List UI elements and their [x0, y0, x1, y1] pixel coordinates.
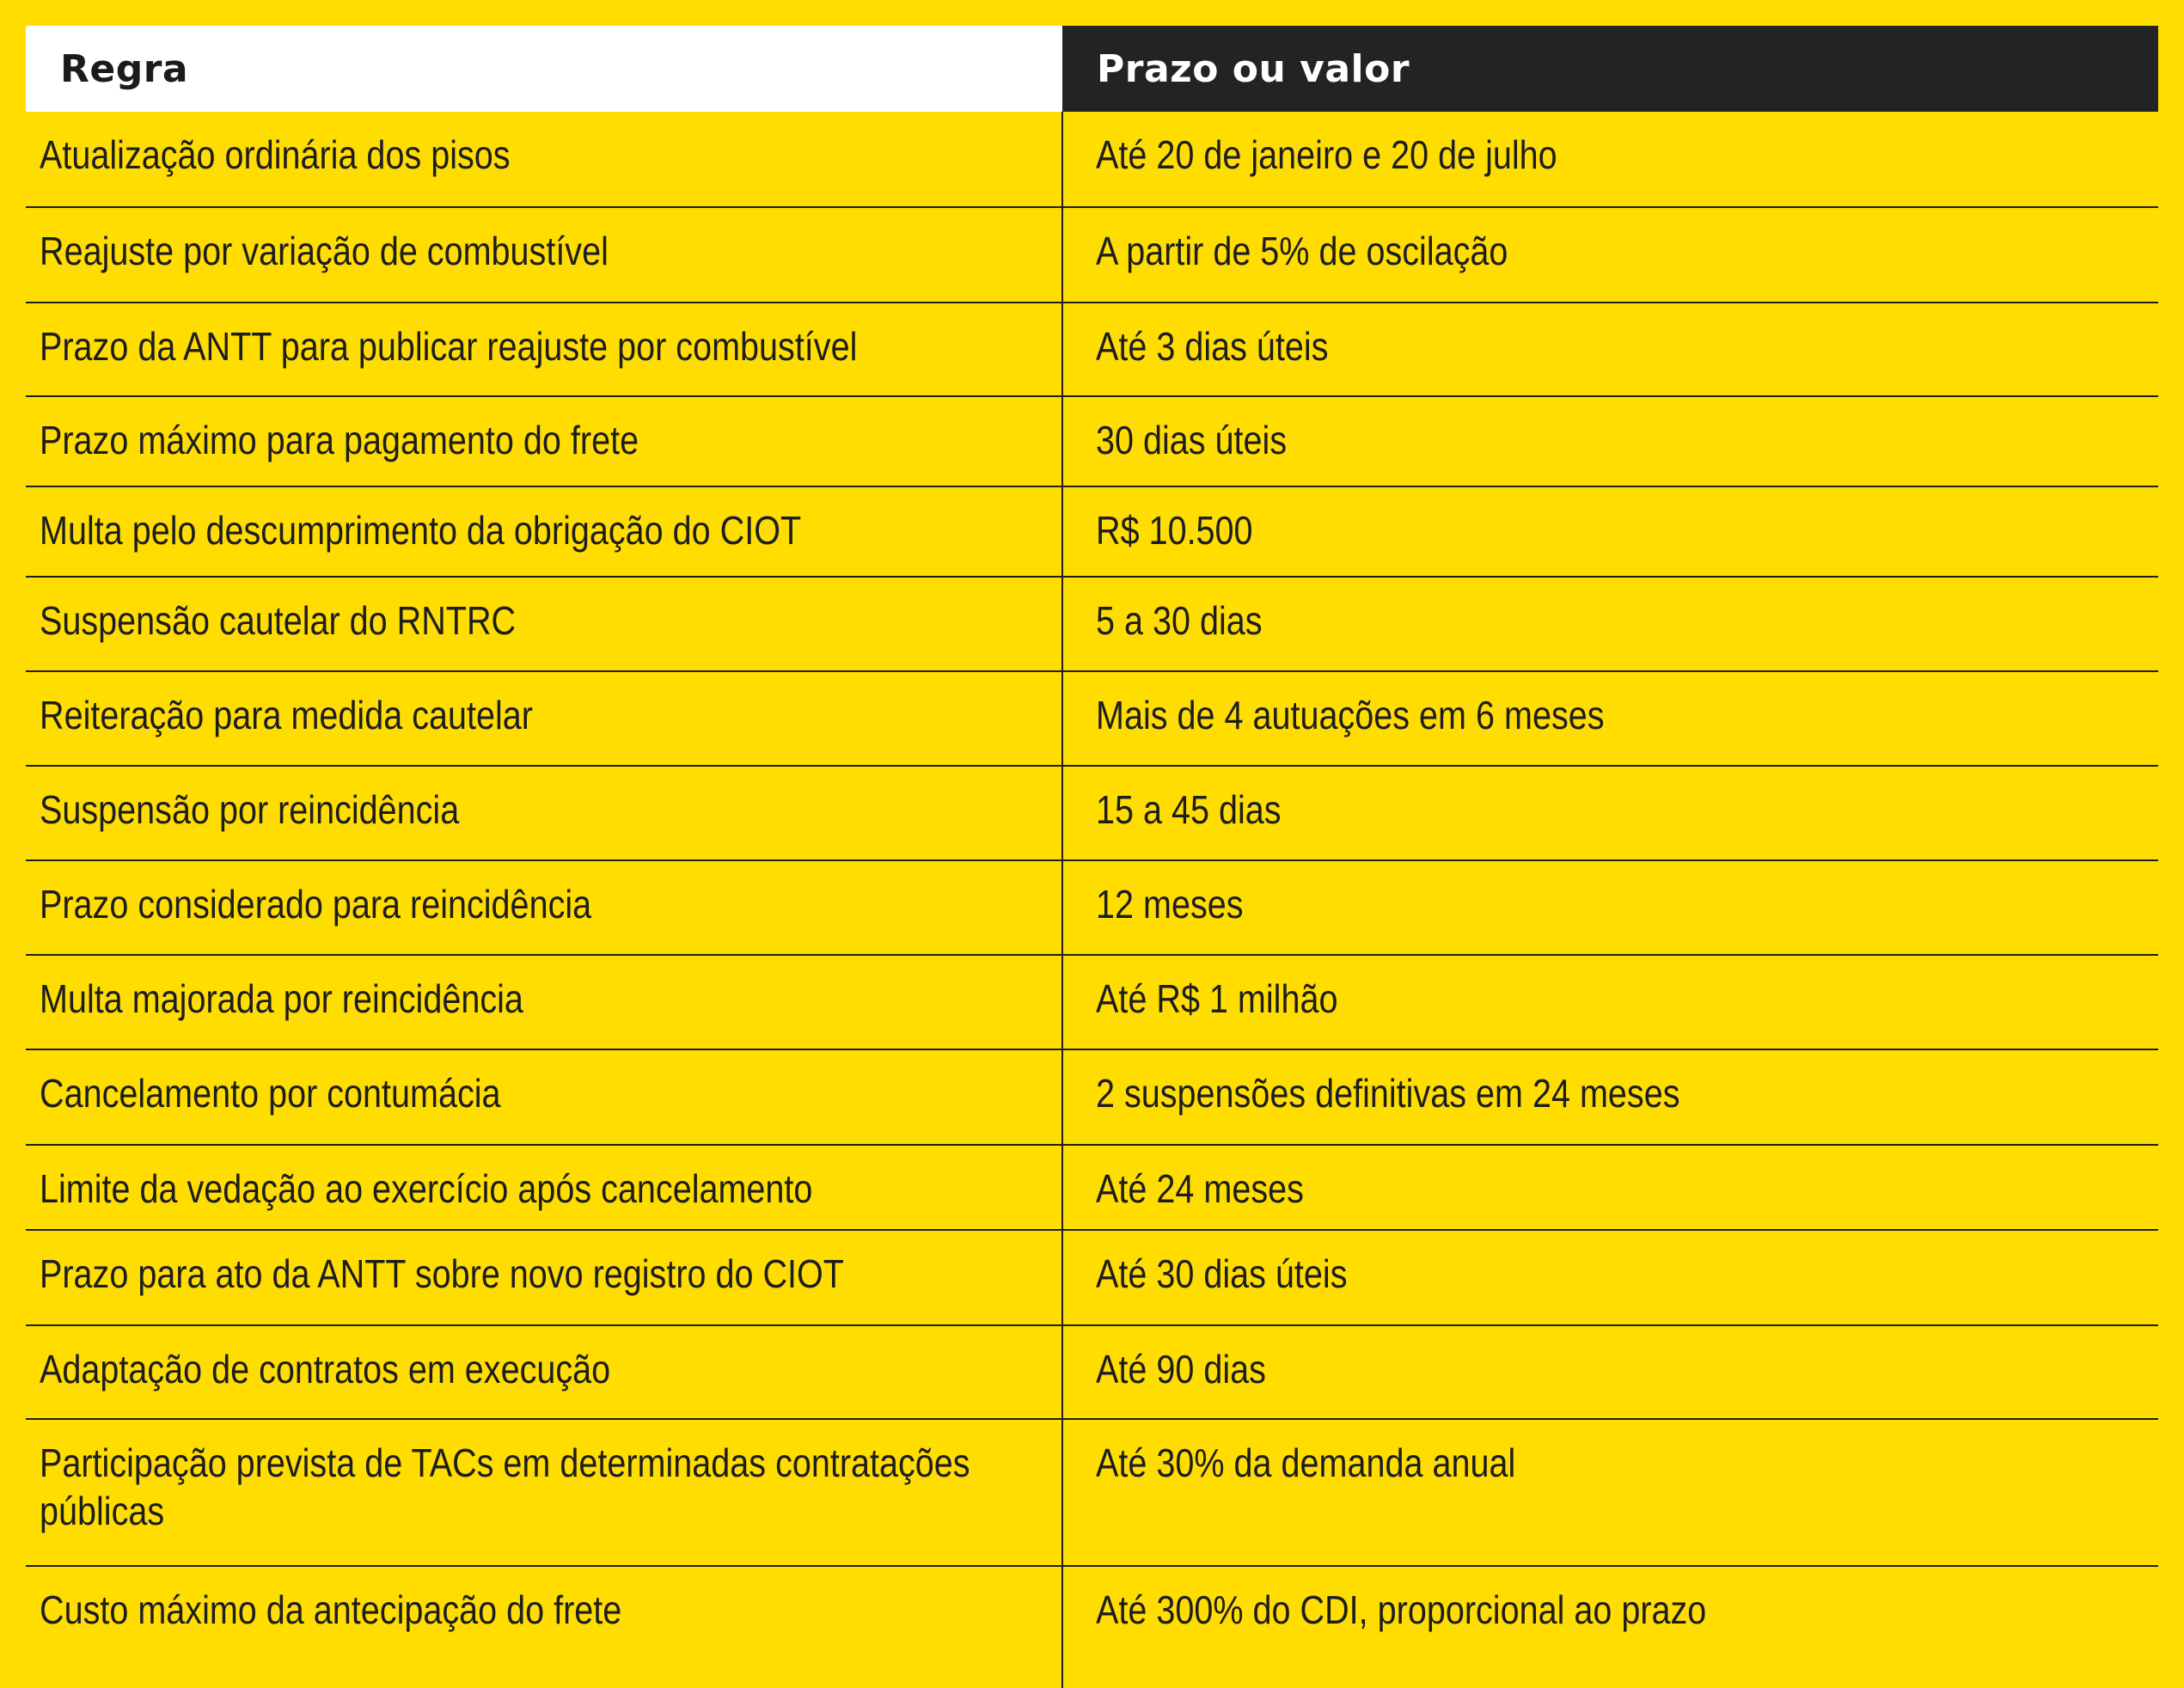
rule-cell: [26, 1049, 1062, 1145]
table-row: [26, 486, 2158, 577]
value-text: 12 meses: [1096, 882, 1244, 927]
table-body: [26, 112, 2158, 1688]
value-text: 15 a 45 dias: [1096, 787, 1282, 832]
value-text: A partir de 5% de oscilação: [1096, 229, 1508, 273]
rule-cell: [26, 112, 1062, 207]
value-cell: [1062, 766, 2158, 860]
rule-cell: [26, 1145, 1062, 1230]
rule-cell: [26, 671, 1062, 766]
value-cell: [1062, 955, 2158, 1049]
rule-cell: [26, 207, 1062, 303]
rule-cell: [26, 1419, 1062, 1566]
rule-cell: [26, 396, 1062, 486]
table-row: [26, 1566, 2158, 1688]
table-row: [26, 766, 2158, 860]
table-row: [26, 1049, 2158, 1145]
table-row: [26, 1145, 2158, 1230]
rule-text: Suspensão por reincidência: [40, 787, 460, 832]
rule-text: Prazo para ato da ANTT sobre novo registro do CIOT: [40, 1251, 844, 1296]
rule-cell: [26, 1566, 1062, 1688]
table-row: [26, 396, 2158, 486]
table-row: [26, 860, 2158, 955]
rule-text: Reiteração para medida cautelar: [40, 693, 533, 737]
rule-cell: [26, 303, 1062, 396]
rule-text: Adaptação de contratos em execução: [40, 1347, 611, 1391]
rule-cell: [26, 486, 1062, 577]
value-text: Até R$ 1 milhão: [1096, 976, 1338, 1021]
value-cell: [1062, 486, 2158, 577]
rule-text: Participação prevista de TACs em determinadas contratações públicas: [40, 1440, 970, 1533]
value-cell: [1062, 1325, 2158, 1419]
rule-text: Prazo máximo para pagamento do frete: [40, 418, 639, 462]
rule-text: Prazo considerado para reincidência: [40, 882, 592, 927]
table-header: [26, 26, 2158, 112]
value-cell: [1062, 1230, 2158, 1325]
table-row: [26, 1419, 2158, 1566]
value-cell: [1062, 207, 2158, 303]
value-cell: [1062, 577, 2158, 671]
value-text: 30 dias úteis: [1096, 418, 1288, 462]
table-row: [26, 1325, 2158, 1419]
value-text: R$ 10.500: [1096, 508, 1253, 553]
value-text: Até 3 dias úteis: [1096, 324, 1329, 369]
rule-cell: [26, 577, 1062, 671]
value-cell: [1062, 860, 2158, 955]
rule-text: Multa majorada por reincidência: [40, 976, 523, 1021]
table-row: [26, 303, 2158, 396]
table-row: [26, 112, 2158, 207]
rule-cell: [26, 766, 1062, 860]
value-cell: [1062, 396, 2158, 486]
rule-text: Atualização ordinária dos pisos: [40, 132, 511, 177]
rule-cell: [26, 860, 1062, 955]
rule-cell: [26, 1325, 1062, 1419]
rule-text: Multa pelo descumprimento da obrigação do CIOT: [40, 508, 802, 553]
rules-table: [26, 26, 2158, 1688]
table-row: [26, 671, 2158, 766]
value-cell: [1062, 1049, 2158, 1145]
header-value: Prazo ou valor: [1062, 26, 2158, 112]
rule-text: Prazo da ANTT para publicar reajuste por combustível: [40, 324, 858, 369]
rule-cell: [26, 955, 1062, 1049]
value-text: Até 300% do CDI, proporcional ao prazo: [1096, 1587, 1707, 1632]
value-text: Até 90 dias: [1096, 1347, 1266, 1391]
table-row: [26, 1230, 2158, 1325]
rule-text: Limite da vedação ao exercício após cancelamento: [40, 1166, 813, 1211]
rule-text: Cancelamento por contumácia: [40, 1071, 501, 1116]
value-cell: [1062, 1419, 2158, 1566]
rule-text: Custo máximo da antecipação do frete: [40, 1587, 622, 1632]
value-text: 2 suspensões definitivas em 24 meses: [1096, 1071, 1680, 1116]
value-cell: [1062, 303, 2158, 396]
value-text: Mais de 4 autuações em 6 meses: [1096, 693, 1605, 737]
value-cell: [1062, 112, 2158, 207]
header-rule: Regra: [26, 26, 1062, 112]
rule-cell: [26, 1230, 1062, 1325]
rule-text: Suspensão cautelar do RNTRC: [40, 598, 517, 643]
table-row: [26, 207, 2158, 303]
value-cell: [1062, 671, 2158, 766]
table-row: [26, 577, 2158, 671]
table-row: [26, 955, 2158, 1049]
rule-text: Reajuste por variação de combustível: [40, 229, 609, 273]
value-text: Até 24 meses: [1096, 1166, 1304, 1211]
value-text: 5 a 30 dias: [1096, 598, 1263, 643]
value-text: Até 20 de janeiro e 20 de julho: [1096, 132, 1557, 177]
value-text: Até 30% da demanda anual: [1096, 1440, 1516, 1485]
value-text: Até 30 dias úteis: [1096, 1251, 1348, 1296]
value-cell: [1062, 1566, 2158, 1688]
value-cell: [1062, 1145, 2158, 1230]
